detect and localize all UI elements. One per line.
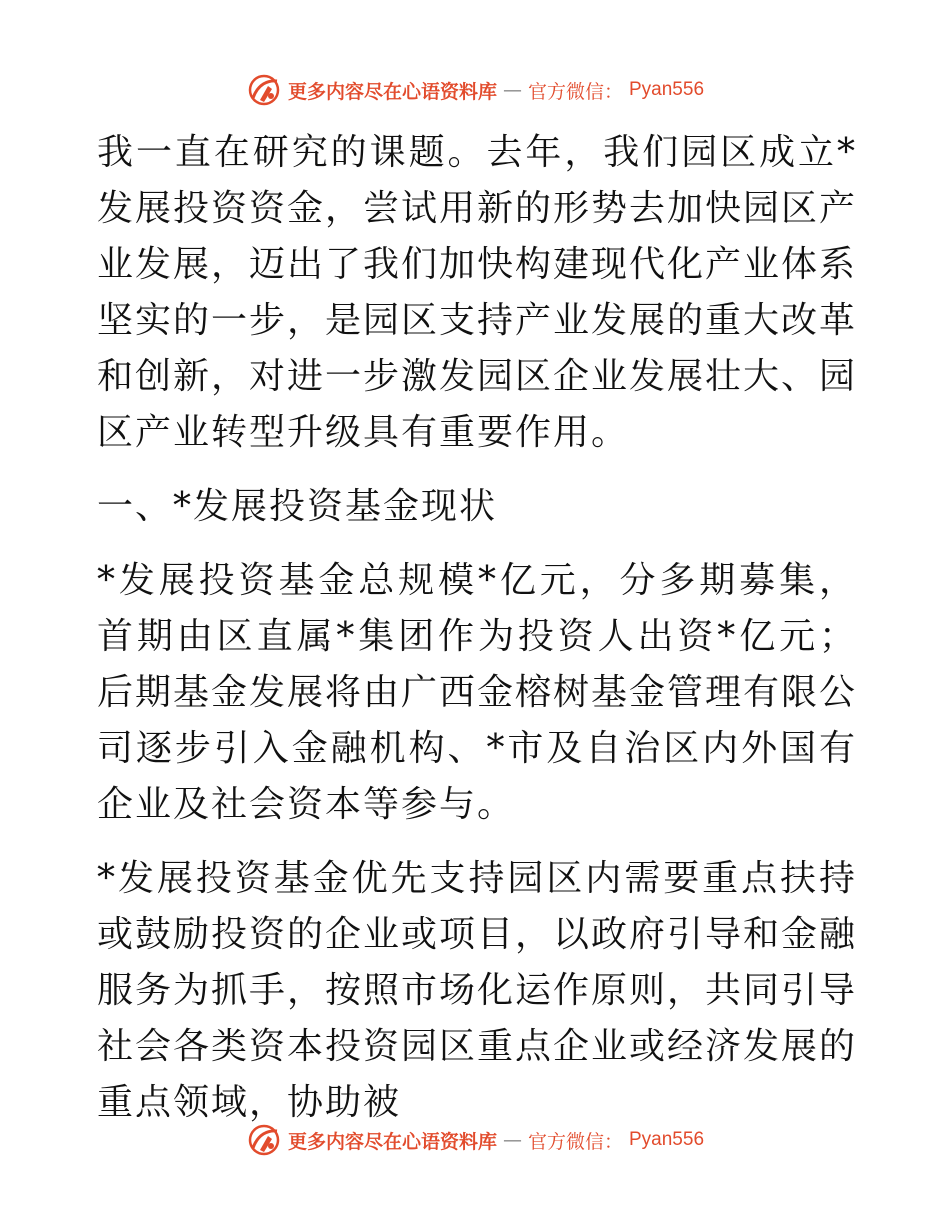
watermark-text: 更多内容尽在心语资料库 — [287, 80, 497, 103]
paragraph-1: 我一直在研究的课题。去年，我们园区成立*发展投资资金，尝试用新的形势去加快园区产业发展，迈出了我们加快构建现代化产业体系坚实的一步，是园区支持产业发展的重大改革和创新，对进一步激发园区企业发展壮大、园区产业转型升级具有重要作用。 — [97, 132, 858, 453]
header-watermark — [0, 72, 950, 108]
watermark-handle: Pyan556 — [629, 1129, 705, 1150]
logo-icon — [246, 72, 282, 108]
logo-icon — [246, 1122, 282, 1158]
footer-watermark — [0, 1122, 950, 1158]
document-body — [97, 125, 857, 1149]
paragraph-2: *发展投资基金总规模*亿元，分多期募集，首期由区直属*集团作为投资人出资*亿元；后期基金发展将由广西金榕树基金管理有限公司逐步引入金融机构、*市及自治区内外国有企业及社会资本等参与。 — [97, 560, 858, 825]
watermark-handle: Pyan556 — [629, 79, 705, 100]
watermark-text: 更多内容尽在心语资料库 — [287, 1130, 497, 1153]
section-heading-1: 一、*发展投资基金现状 — [97, 486, 498, 527]
watermark-official-label: 官方微信： — [527, 80, 623, 103]
watermark-separator: — — [502, 79, 522, 101]
paragraph-3: *发展投资基金优先支持园区内需要重点扶持或鼓励投资的企业或项目，以政府引导和金融服务为抓手，按照市场化运作原则，共同引导社会各类资本投资园区重点企业或经济发展的重点领域，协助被 — [97, 858, 858, 1123]
watermark-separator: — — [502, 1129, 522, 1151]
watermark-official-label: 官方微信： — [527, 1130, 623, 1153]
